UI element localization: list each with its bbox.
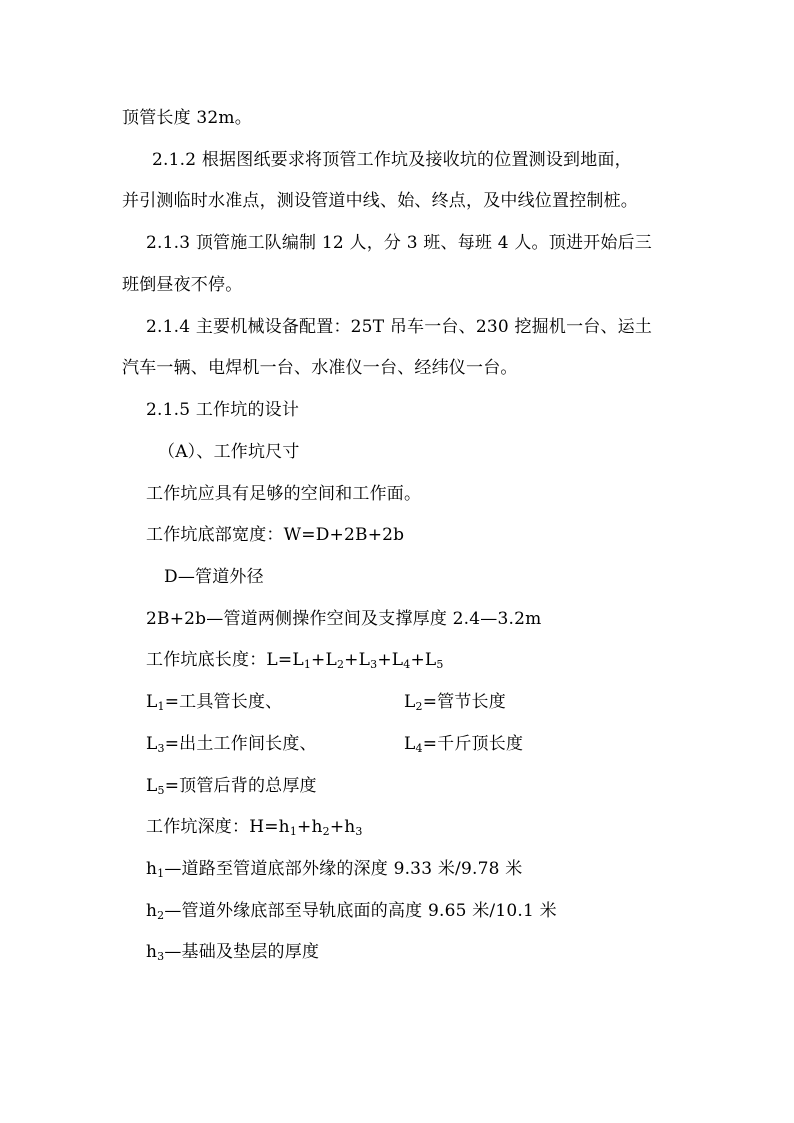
def-l5: $L_5=$顶管后背的总厚度 [146, 776, 317, 797]
def-h2: $h_2—$管道外缘底部至导轨底面的高度 9.65 米/10.1 米 [146, 901, 557, 922]
paragraph-2-1-3-line2: 班倒昼夜不停。 [122, 275, 243, 295]
def-l1: $L_1=$工具管长度、 [146, 692, 283, 713]
def-h3: $h_3—$基础及垫层的厚度 [146, 942, 320, 963]
paragraph-2-1-2-line2: 并引测临时水准点，测设管道中线、始、终点，及中线位置控制桩。 [122, 191, 638, 211]
subsection-heading-a: （A）、工作坑尺寸 [158, 442, 300, 462]
text-pit-space: 工作坑应具有足够的空间和工作面。 [146, 484, 422, 504]
formula-pit-depth: 工作坑深度：$H=h_1+h_2+h_3$ [146, 817, 363, 838]
text-def-d: D—管道外径 [164, 567, 264, 587]
text-def-2b2b: 2B+2b—管道两侧操作空间及支撑厚度 2.4—3.2m [146, 609, 542, 629]
paragraph-pipe-length: 顶管长度 32m。 [122, 108, 252, 128]
def-l3: $L_3=$出土工作间长度、 [146, 734, 317, 755]
paragraph-2-1-2-line1: 2.1.2 根据图纸要求将顶管工作坑及接收坑的位置测设到地面， [152, 150, 632, 170]
paragraph-2-1-3-line1: 2.1.3 顶管施工队编制 12 人，分 3 班、每班 4 人。顶进开始后三 [146, 233, 652, 253]
def-l4: $L_4=$千斤顶长度 [404, 734, 524, 755]
paragraph-2-1-4-line2: 汽车一辆、电焊机一台、水准仪一台、经纬仪一台。 [122, 358, 518, 378]
section-heading-2-1-5: 2.1.5 工作坑的设计 [146, 400, 300, 420]
formula-pit-length: 工作坑底长度：$L=L_1+L_2+L_3+L_4+L_5$ [146, 650, 444, 671]
paragraph-2-1-4-line1: 2.1.4 主要机械设备配置：25T 吊车一台、230 挖掘机一台、运土 [146, 317, 653, 337]
def-l2: $L_2=$管节长度 [404, 692, 506, 713]
text-pit-bottom-width: 工作坑底部宽度：W=D+2B+2b [146, 525, 405, 545]
def-h1: $h_1—$道路至管道底部外缘的深度 9.33 米/9.78 米 [146, 859, 523, 880]
